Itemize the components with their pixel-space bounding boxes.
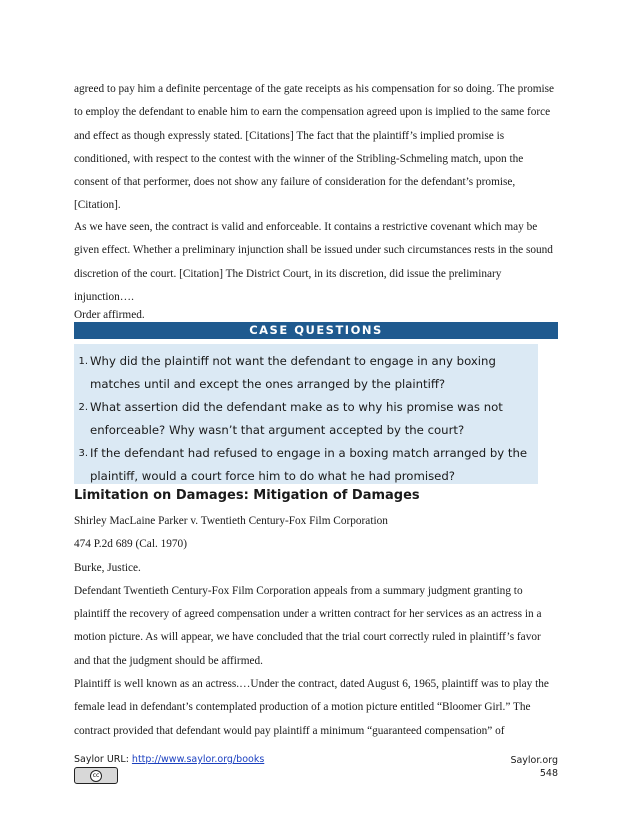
text-line: contract provided that defendant would pay plaintiff a minimum “guaranteed compensation” of — [74, 724, 505, 737]
case-questions-box — [74, 344, 538, 484]
case-judge: Burke, Justice. — [74, 561, 141, 574]
footer-site: Saylor.org — [510, 755, 558, 766]
footer-source — [74, 754, 264, 765]
text-line: Defendant Twentieth Century-Fox Film Corporation appeals from a summary judgment granting to — [74, 584, 523, 597]
case-questions-banner: CASE QUESTIONS — [74, 322, 558, 339]
text-line: and that the judgment should be affirmed. — [74, 654, 263, 667]
section-heading: Limitation on Damages: Mitigation of Damages — [74, 488, 420, 503]
case-caption: Shirley MacLaine Parker v. Twentieth Century-Fox Film Corporation — [74, 515, 388, 527]
question-number: 3. — [78, 448, 88, 459]
text-line: female lead in defendant’s contemplated production of a motion picture entitled “Bloomer Girl.” The — [74, 701, 531, 714]
cc-badge-label: cc — [90, 770, 102, 782]
footer-page-info — [510, 754, 558, 780]
footer-url-label: Saylor URL: — [74, 754, 132, 765]
parker-case-text — [74, 510, 558, 743]
question-text: If the defendant had refused to engage in a boxing match arranged by the plaintiff, would a court force him to do what he had promised? — [90, 446, 528, 483]
question-number: 1. — [78, 356, 88, 367]
question-number: 2. — [78, 402, 88, 413]
question-text: What assertion did the defendant make as to why his promise was not enforceable? Why wasn’t that argument accepted by the court? — [90, 400, 503, 437]
text-line: Plaintiff is well known as an actress.…Under the contract, dated August 6, 1965, plaintiff was to play the — [74, 678, 549, 691]
footer-url-link[interactable]: http://www.saylor.org/books — [131, 754, 265, 765]
creative-commons-license-icon — [74, 767, 118, 784]
page-number: 548 — [539, 768, 558, 779]
paragraph-contract-valid: As we have seen, the contract is valid and enforceable. It contains a restrictive covenant which may be given effect. Whether a preliminary injunction shall be issued under such circumstances rests in the sound discretion of the court. [Citation] The District Court, in its discretion, did issue the preliminary injunction…. — [74, 221, 553, 303]
text-line: plaintiff the recovery of agreed compensation under a written contract for her services as an actress in a — [74, 608, 542, 621]
question-text: Why did the plaintiff not want the defendant to engage in any boxing matches until and except the ones arranged by the plaintiff? — [90, 354, 496, 391]
paragraph-gate-receipts: agreed to pay him a definite percentage of the gate receipts as his compensation for so doing. The promise to employ the defendant to enable him to earn the compensation agreed upon is implied to the same force and effect as though expressly stated. [Citations] The fact that the plaintiff’s implied promise is conditioned, with respect to the contest with the winner of the Stribling-Schmeling match, upon the consent of that performer, does not show any failure of consideration for the defendant’s promise, [Citation]. — [74, 83, 555, 212]
paragraph-order-affirmed: Order affirmed. — [74, 309, 145, 321]
case-citation: 474 P.2d 689 (Cal. 1970) — [74, 538, 187, 551]
text-line: motion picture. As will appear, we have concluded that the trial court correctly ruled in plaintiff’s favor — [74, 631, 541, 644]
